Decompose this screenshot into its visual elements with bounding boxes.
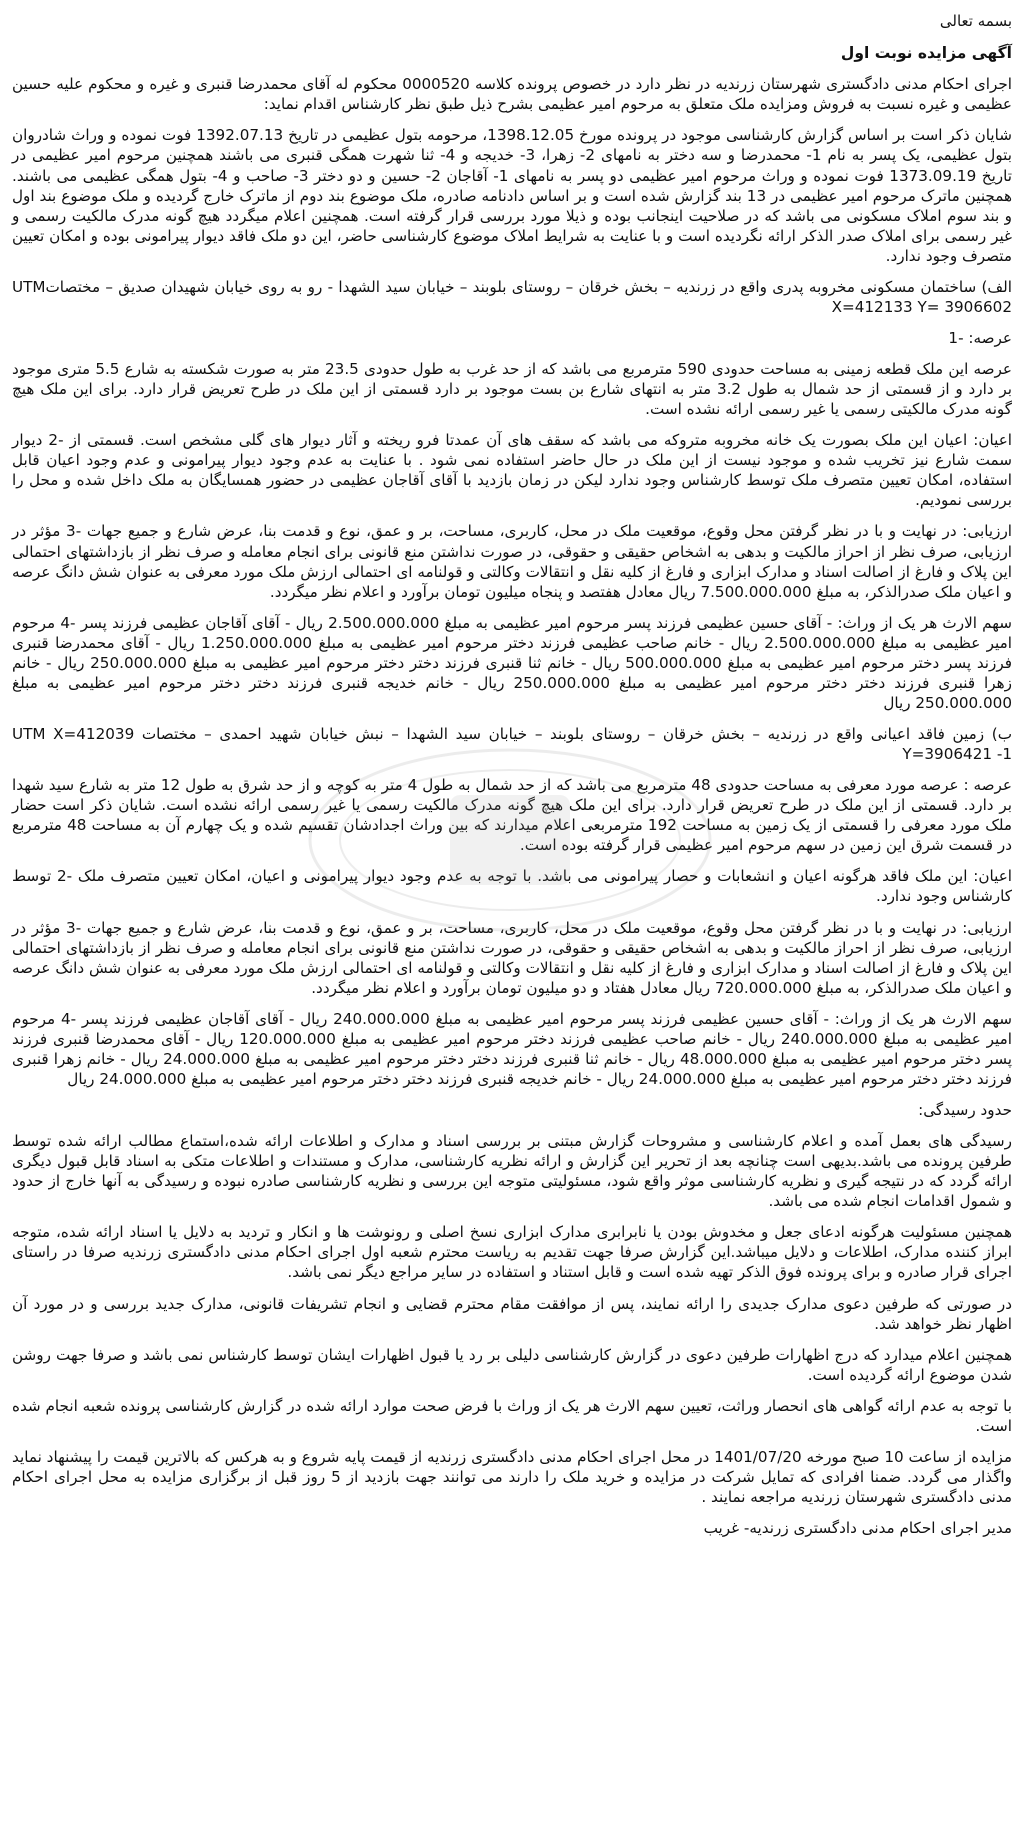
property-b-evaluation-paragraph: ارزیابی: در نهایت و با در نظر گرفتن محل وقوع، موقعیت ملک در محل، کاربری، مساحت، بر و عمق، نوع و قدمت بنا، عرض شارع و جمیع جهات -3 مؤثر در ارزیابی، صرف نظر از احراز مالکیت و بدهی به اشخاص حقیقی و حقوقی، در صورت نداشتن منع قانونی برای انجام معامله و صرف نظر از بازداشتهای احتمالی این پلاک و فارغ از اصالت اسناد و مدارک ابزاری و فارغ از کلیه نقل و انتقالات وکالتی و قولنامه ای احتمالی ارزش ملک مورد معرفی به عنوان شش دانگ عرصه و اعیان ملک صدرالذکر، به مبلغ 720.000.000 ریال معادل هفتاد و دو میلیون تومان برآورد و اعلام نظر میگردد. — [12, 918, 1013, 997]
limits-paragraph-2: همچنین مسئولیت هرگونه ادعای جعل و مخدوش بودن یا نابرابری مدارک ابزاری نسخ اصلی و رونوشت ها و انکار و تردید به دلایل یا اسناد ارائه شده، متوجه ابراز کننده مدارک، اطلاعات و دلایل میباشد.این گزارش صرفا جهت تقدیم به ریاست محترم شعبه اول اجرای احکام مدنی دادگستری زرندیه صرفا در راستای اجرای قرار صادره و برای پرونده فوق الذکر تهیه شده است و قابل استناد و استفاده در سایر مراجع دیگر نمی باشد. — [12, 1223, 1012, 1282]
property-a-evaluation-paragraph: ارزیابی: در نهایت و با در نظر گرفتن محل وقوع، موقعیت ملک در محل، کاربری، مساحت، بر و عمق، نوع و قدمت بنا، عرض شارع و جمیع جهات -3 مؤثر در ارزیابی، صرف نظر از احراز مالکیت و بدهی به اشخاص حقیقی و حقوقی، در صورت نداشتن منع قانونی برای انجام معامله و صرف نظر از بازداشتهای احتمالی این پلاک و فارغ از اصالت اسناد و مدارک ابزاری و فارغ از کلیه نقل و انتقالات وکالتی و قولنامه ای احتمالی ارزش ملک مورد معرفی به عنوان شش دانگ عرصه و اعیان ملک صدرالذکر، به مبلغ 7.500.000.000 ریال معادل هفتصد و پنجاه میلیون تومان برآورد و اعلام نظر میگردد. — [12, 522, 1013, 601]
bismillah-heading: بسمه تعالی — [939, 12, 1012, 30]
limits-paragraph-1: رسیدگی های بعمل آمده و اعلام کارشناسی و مشروحات گزارش مبتنی بر بررسی اسناد و مدارک و اطلاعات ارائه شده،استماع مطالب ارائه شده توسط طرفین پرونده می باشد.بدیهی است چنانچه بعد از تحریر این گزارش و ارائه نظریه کارشناسی، مدارک و مستندات و اطلاعات متکی به اسناد قابل قبول دیگری ارائه گردد که در نتیجه گیری و نظریه کارشناسی موثر واقع شود، مسئولیتی متوجه این بررسی و نظریه کارشناسی صادره نبوده و رسیدگی به آنها خارج از حدود و شمول اقدامات انجام شده می باشد. — [12, 1132, 1012, 1211]
limits-title: حدود رسیدگی: — [918, 1101, 1012, 1119]
signature-line: مدیر اجرای احکام مدنی دادگستری زرندیه- غریب — [703, 1519, 1012, 1538]
property-b-arse-paragraph: عرصه : عرصه مورد معرفی به مساحت حدودی 48 مترمربع می باشد که از حد شمال به طول 4 متر به کوچه و از حد شرق به طول 12 متر به شارع سید شهدا بر دارد. قسمتی از این ملک در طرح تعریض قرار دارد. برای این ملک هیچ گونه مدرک مالکیت رسمی یا غیر رسمی ارائه نشده است. شایان ذکر است حضار ملک مورد معرفی را قسمتی از یک زمین به مساحت 192 مترمربعی اعلام میدارند که بین وراث اجدادشان تقسیم شده و یک چهارم آن به مساحت 48 مترمربع در قسمت شرق این زمین در سهم مرحوم امیر عظیمی قرار گرفته بوده است. — [12, 776, 1012, 855]
property-a-title: الف) ساختمان مسکونی مخروبه پدری واقع در زرندیه – بخش خرقان – روستای بلوبند – خیابان سید الشهدا - رو به روی خیابان شهیدان صدیق – مختصاتUTM X=412133 Y= 3906602 — [12, 277, 1012, 316]
intro-paragraph: اجرای احکام مدنی دادگستری شهرستان زرندیه در نظر دارد در خصوص پرونده کلاسه 0000520 محکوم له آقای محمدرضا قنبری و غیره و محکوم علیه حسین عظیمی و غیره نسبت به فروش ومزایده ملک متعلق به مرحوم امیر عظیمی بشرح ذیل طبق نظر کارشناس اقدام نماید: — [12, 75, 1012, 114]
property-a-shares-paragraph: سهم الارث هر یک از وراث: - آقای حسین عظیمی فرزند پسر مرحوم امیر عظیمی به مبلغ 2.500.000.000 ریال - آقای آقاجان عظیمی فرزند پسر -4 مرحوم امیر عظیمی به مبلغ 2.500.000.000 ریال - خانم صاحب عظیمی فرزند دختر مرحوم امیر عظیمی به مبلغ 1.250.000.000 ریال - آقای محمدرضا قنبری فرزند پسر دختر مرحوم امیر عظیمی به مبلغ 500.000.000 ریال - خانم ثنا قنبری فرزند دختر دختر مرحوم امیر عظیمی به مبلغ 250.000.000 ریال - خانم زهرا قنبری فرزند دختر دختر مرحوم امیر عظیمی به مبلغ 250.000.000 ریال - خانم خدیجه قنبری فرزند دختر دختر مرحوم امیر عظیمی به مبلغ 250.000.000 ریال — [12, 613, 1013, 712]
property-a-section-label: عرصه: -1 — [948, 328, 1012, 347]
background-paragraph: شایان ذکر است بر اساس گزارش کارشناسی موجود در پرونده مورخ 1398.12.05، مرحومه بتول عظیمی در تاریخ 1392.07.13 فوت نموده و وراث شادروان بتول عظیمی، یک پسر به نام 1- محمدرضا و سه دختر به نامهای 2- زهرا، 3- خدیجه و 4- ثنا شهرت همگی قنبری می باشند همچنین مرحوم امیر عظیمی در تاریخ 1373.09.19 فوت نموده و وراث مرحوم امیر عظیمی دو پسر به نامهای 1- آقاجان 2- حسین و دو دختر 3- صاحب و 4- بتول همگی عظیمی می باشند. همچنین ماترک مرحوم امیر عظیمی در 13 بند گزارش شده است و بر اساس دادنامه صادره، ملک موضوع بند دوم از ماترک خارج گردیده و ملک موضوع بند اول و بند سوم املاک مسکونی می باشد که در صلاحیت اینجانب بوده و ذیلا مورد بررسی قرار گرفته است. همچنین اعلام میگردد هیچ گونه مدرک مالکیت رسمی و غیر رسمی برای املاک صدر الذکر ارائه نگردیده است و با عنایت به شرایط املاک موضوع کارشناسی حاضر، این دو ملک فاقد دیوار پیرامونی بوده و امکان تعیین متصرف وجود ندارد. — [12, 126, 1013, 265]
property-b-shares-paragraph: سهم الارث هر یک از وراث: - آقای حسین عظیمی فرزند پسر مرحوم امیر عظیمی به مبلغ 240.000.000 ریال - آقای آقاجان عظیمی فرزند پسر -4 مرحوم امیر عظیمی به مبلغ 240.000.000 ریال - خانم صاحب عظیمی فرزند دختر مرحوم امیر عظیمی به مبلغ 120.000.000 ریال - آقای محمدرضا قنبری فرزند پسر دختر مرحوم امیر عظیمی به مبلغ 48.000.000 ریال - خانم ثنا قنبری فرزند دختر دختر مرحوم امیر عظیمی به مبلغ 24.000.000 ریال - خانم زهرا قنبری فرزند دختر دختر مرحوم امیر عظیمی به مبلغ 24.000.000 ریال - خانم خدیجه قنبری فرزند دختر دختر مرحوم امیر عظیمی به مبلغ 24.000.000 ریال — [12, 1009, 1012, 1088]
property-a-arse-paragraph: عرصه این ملک قطعه زمینی به مساحت حدودی 590 مترمربع می باشد که از حد غرب به طول حدودی 23.5 متر به صورت شکسته به شارع 5.5 متری موجود بر دارد و از قسمتی از حد شمال به طول 3.2 متر به انتهای شارع بن بست موجود بر دارد قسمتی از این ملک در طرح تعریض قرار دارد. برای این ملک هیچ گونه مدرک مالکیتی رسمی یا غیر رسمی ارائه نشده است. — [12, 360, 1012, 419]
notice-title: آگهی مزایده نوبت اول — [840, 43, 1012, 62]
property-b-title: ب) زمین فاقد اعیانی واقع در زرندیه – بخش خرقان – روستای بلوبند – خیابان سید الشهدا – نبش خیابان شهید احمدی – مختصات UTM X=412039 Y=3906421 -1 — [12, 725, 1013, 764]
auction-paragraph: مزایده از ساعت 10 صبح مورخه 1401/07/20 در محل اجرای احکام مدنی دادگستری زرندیه از قیمت پایه شروع و به هرکس که بالاترین قیمت را پیشنهاد نماید واگذار می گردد. ضمنا افرادی که تمایل شرکت در مزایده و خرید ملک را دارند می توانند جهت بازدید از 5 روز قبل از برگزاری مزایده به محل اجرای احکام مدنی دادگستری شهرستان زرندیه مراجعه نمایند . — [12, 1447, 1012, 1506]
limits-paragraph-3: در صورتی که طرفین دعوی مدارک جدیدی را ارائه نمایند، پس از موافقت مقام محترم قضایی و انجام تشریفات قانونی، مدارک جدید بررسی و در مورد آن اظهار نظر خواهد شد. — [12, 1294, 1012, 1333]
property-b-ayan-paragraph: اعیان: این ملک فاقد هرگونه اعیان و انشعابات و حصار پیرامونی می باشد. با توجه به عدم وجود دیوار پیرامونی و اعیان، امکان تعیین متصرف ملک -2 توسط کارشناس وجود ندارد. — [12, 867, 1012, 906]
limits-paragraph-5: با توجه به عدم ارائه گواهی های انحصار وراثت، تعیین سهم الارث هر یک از وراث با فرض صحت موارد ارائه شده در گزارش کارشناسی پرونده شعبه انجام شده است. — [12, 1396, 1012, 1435]
limits-paragraph-4: همچنین اعلام میدارد که درج اظهارات طرفین دعوی در گزارش کارشناسی دلیلی بر رد یا قبول اظهارات ایشان توسط کارشناس نمی باشد و صرفا جهت روشن شدن موضوع ارائه گردیده است. — [12, 1345, 1012, 1384]
property-a-ayan-paragraph: اعیان: اعیان این ملک بصورت یک خانه مخروبه متروکه می باشد که سقف های آن عمدتا فرو ریخته و آثار دیوار های گلی مشخص است. قسمتی از -2 دیوار سمت شارع نیز تخریب شده و موجود نیست از این ملک در حال حاضر استفاده نمی شود . با عنایت به عدم وجود دیوار پیرامونی و عدم وجود اعیان قابل استفاده، امکان تعیین متصرف ملک توسط کارشناس وجود ندارد لیکن در زمان بازدید با آقای آقاجان عظیمی در حضور همسایگان به ملک داخل شده و محل را بررسی نمودیم. — [12, 431, 1013, 510]
